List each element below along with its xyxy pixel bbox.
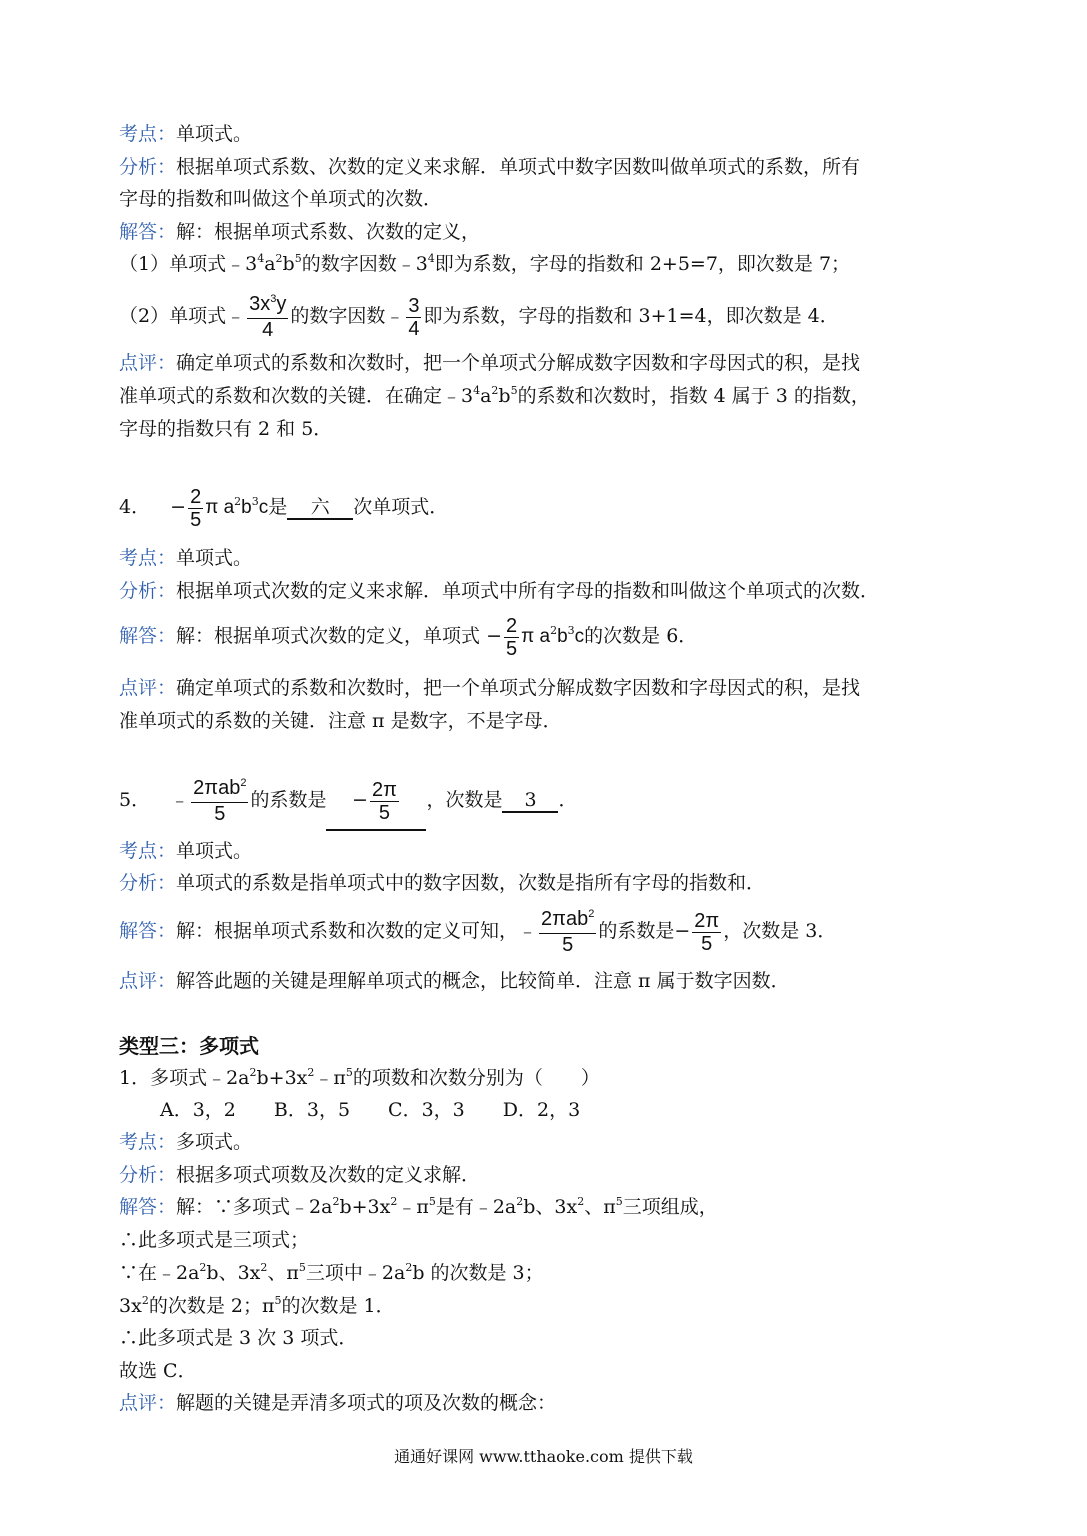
- fraction: [692, 910, 721, 955]
- question-text: ，次数是: [426, 789, 503, 811]
- kaodian-text: 单项式。: [176, 123, 253, 145]
- superscript: 2: [516, 1195, 524, 1208]
- superscript: 2: [249, 1066, 257, 1079]
- section-heading: 类型三：多项式: [119, 1034, 259, 1058]
- solution-text: 的次数是 1．: [281, 1295, 395, 1317]
- dianping-text: 确定单项式的系数和次数时，把一个单项式分解成数字因数和字母因式的积，是找: [176, 352, 861, 374]
- fraction-denominator: 5: [701, 932, 713, 955]
- dianping-var: b: [498, 385, 511, 407]
- fraction-denominator: 5: [562, 934, 574, 956]
- jieda-label: 解答：: [119, 221, 177, 243]
- numerator-text: 3x: [249, 293, 271, 315]
- question-text: b+3x: [256, 1067, 308, 1089]
- answer-blank: 3: [502, 789, 558, 813]
- solution-text: ∵在﹣2a: [119, 1262, 200, 1284]
- expression: π a: [521, 626, 551, 647]
- minus-sign: ﹣: [170, 789, 190, 811]
- superscript: 2: [405, 1261, 413, 1274]
- superscript: 5: [294, 252, 302, 265]
- jieda-text: b+3x: [339, 1196, 391, 1218]
- question-text: 1．多项式﹣2a: [119, 1067, 250, 1089]
- question-text: 是: [268, 496, 288, 518]
- solution-line-3: [119, 1293, 395, 1322]
- superscript: 3: [567, 624, 575, 637]
- fraction: [539, 908, 596, 956]
- fenxi-text: 根据单项式系数、次数的定义来求解．单项式中数字因数叫做单项式的系数，所有: [176, 156, 861, 178]
- superscript: 3: [270, 293, 277, 305]
- expression-var: c: [574, 626, 585, 647]
- dianping-label: 点评：: [119, 970, 177, 992]
- jieda-text: 的次数是 6．: [584, 625, 698, 647]
- answer-options: A．3，2 B．3，5 C．3，3 D．2，3: [160, 1099, 581, 1121]
- fenxi-label: 分析：: [119, 580, 177, 602]
- item1-var: b: [282, 253, 295, 275]
- solution-text: b 的次数是 3；: [412, 1262, 544, 1284]
- solution-text: b、3x: [206, 1262, 261, 1284]
- jieda-label: 解答：: [119, 625, 177, 647]
- item1-text: 的数字因数﹣3: [301, 253, 428, 275]
- solution-text: 的次数是 2；π: [148, 1295, 275, 1317]
- fenxi-text: 根据单项式次数的定义来求解．单项式中所有字母的指数和叫做这个单项式的次数．: [176, 580, 880, 602]
- fraction-denominator: 5: [214, 803, 226, 825]
- fenxi-line-5: [119, 870, 765, 896]
- fraction-numerator: [539, 908, 596, 934]
- numerator-text: 2πab: [541, 908, 589, 930]
- jieda-text: b、3x: [523, 1196, 578, 1218]
- item1-text: 即为系数，字母的指数和 2+5=7，即次数是 7；: [434, 253, 851, 275]
- superscript: 4: [473, 384, 481, 397]
- solution-line-4: ∴此多项式是 3 次 3 项式．: [119, 1327, 358, 1349]
- jieda-line-5: [119, 901, 836, 961]
- jieda-text: 解：根据单项式系数、次数的定义，: [176, 221, 481, 243]
- kaodian-label: 考点：: [119, 123, 177, 145]
- superscript: 5: [345, 1066, 353, 1079]
- jieda-text: 解：根据单项式系数和次数的定义可知，﹣: [176, 920, 538, 942]
- minus-sign: −: [674, 920, 691, 942]
- fraction-numerator: 2: [190, 485, 202, 508]
- fenxi-line-1-cont: [119, 186, 442, 212]
- section3-question-1: [119, 1065, 600, 1094]
- jieda-text: 三项组成，: [622, 1196, 718, 1218]
- dianping-line-5: [119, 968, 790, 994]
- dianping-text: 解答此题的关键是理解单项式的概念，比较简单．注意 π 属于数字因数．: [176, 970, 790, 992]
- item2-text: （2）单项式﹣: [119, 305, 246, 327]
- fenxi-text: 根据多项式项数及次数的定义求解．: [176, 1164, 481, 1186]
- fraction: [188, 486, 203, 531]
- dianping-text: 字母的指数只有 2 和 5．: [119, 418, 333, 440]
- superscript: 2: [577, 1195, 585, 1208]
- solution-text: 3x: [119, 1295, 142, 1317]
- kaodian-text: 单项式。: [176, 840, 253, 862]
- kaodian-label: 考点：: [119, 840, 177, 862]
- superscript: 5: [510, 384, 518, 397]
- question-text: 的项数和次数分别为（ ）: [352, 1067, 600, 1089]
- fraction-numerator: 2: [506, 614, 518, 637]
- fraction-denominator: 5: [506, 637, 518, 660]
- superscript: 5: [428, 1195, 436, 1208]
- superscript: 2: [240, 777, 247, 789]
- superscript: 2: [491, 384, 499, 397]
- dianping-text: 解题的关键是弄清多项式的项及次数的概念：: [176, 1392, 557, 1414]
- kaodian-line-4: [119, 545, 252, 571]
- question-number: 4．: [119, 496, 151, 518]
- superscript: 2: [275, 252, 283, 265]
- jieda-line-s3: [119, 1194, 718, 1223]
- page-footer: 通通好课网 www.tthaoke.com 提供下载: [394, 1447, 693, 1466]
- expression-var: b: [557, 626, 568, 647]
- dianping-text: 的系数和次数时，指数 4 属于 3 的指数，: [517, 385, 870, 407]
- expression-var: b: [241, 497, 252, 518]
- jieda-text: 解：根据单项式次数的定义，单项式: [176, 625, 481, 647]
- kaodian-line-1: [119, 121, 252, 147]
- kaodian-label: 考点：: [119, 547, 177, 569]
- jieda-text: 解：∵多项式﹣2a: [176, 1196, 333, 1218]
- dianping-label: 点评：: [119, 352, 177, 374]
- superscript: 2: [307, 1066, 315, 1079]
- fenxi-label: 分析：: [119, 156, 177, 178]
- jieda-text: ﹣π: [397, 1196, 429, 1218]
- kaodian-text: 多项式。: [176, 1131, 253, 1153]
- jieda-label: 解答：: [119, 1196, 177, 1218]
- jieda-text: 的系数是: [598, 920, 675, 942]
- question-4: [119, 477, 448, 540]
- dianping-line-4: [119, 675, 860, 701]
- jieda-text: ，次数是 3．: [723, 920, 837, 942]
- dianping-label: 点评：: [119, 677, 177, 699]
- superscript: 2: [141, 1294, 149, 1307]
- question-text: 次单项式．: [353, 496, 449, 518]
- minus-sign: −: [170, 496, 187, 518]
- fenxi-line-1: [119, 154, 860, 180]
- item1-text: （1）单项式﹣3: [119, 253, 258, 275]
- jieda-line-4: [119, 606, 697, 669]
- fraction-numerator: 2π: [371, 778, 397, 801]
- expression-var: c: [258, 497, 269, 518]
- kaodian-text: 单项式。: [176, 547, 253, 569]
- minus-sign: −: [352, 789, 368, 811]
- jieda-label: 解答：: [119, 920, 177, 942]
- superscript: 2: [550, 624, 558, 637]
- fraction-denominator: 4: [262, 319, 274, 341]
- superscript: 4: [257, 252, 265, 265]
- numerator-var: y: [276, 293, 287, 315]
- fraction: [504, 615, 519, 660]
- fraction-denominator: 4: [408, 317, 420, 340]
- question-text: ﹣π: [314, 1067, 346, 1089]
- fraction-numerator: 2π: [694, 909, 720, 932]
- jieda-text: 、π: [584, 1196, 616, 1218]
- answer-blank: [326, 771, 426, 831]
- question-text: ．: [558, 789, 578, 811]
- superscript: 5: [298, 1261, 306, 1274]
- fenxi-label: 分析：: [119, 872, 177, 894]
- dianping-label: 点评：: [119, 1392, 177, 1414]
- superscript: 2: [390, 1195, 398, 1208]
- fraction-numerator: [247, 293, 288, 319]
- fenxi-text: 单项式的系数是指单项式中的数字因数，次数是指所有字母的指数和．: [176, 872, 766, 894]
- item-2-line: [119, 286, 839, 346]
- jieda-text: 是有﹣2a: [435, 1196, 517, 1218]
- fraction-numerator: [191, 777, 248, 803]
- superscript: 2: [260, 1261, 268, 1274]
- fraction-denominator: 5: [190, 508, 202, 531]
- answer-blank: 六: [287, 496, 353, 520]
- dianping-var: a: [480, 385, 492, 407]
- superscript: 4: [427, 252, 435, 265]
- solution-line-2: [119, 1260, 544, 1289]
- fraction-numerator: 3: [408, 294, 420, 317]
- fenxi-line-s3: [119, 1162, 480, 1188]
- solution-text: 、π: [267, 1262, 299, 1284]
- fenxi-label: 分析：: [119, 1164, 177, 1186]
- kaodian-line-5: [119, 838, 252, 864]
- question-text: 的系数是: [250, 789, 327, 811]
- fraction: [406, 295, 421, 340]
- expression: π a: [205, 497, 235, 518]
- item-1-line: [119, 251, 850, 280]
- solution-line-1: ∴此多项式是三项式；: [119, 1229, 310, 1251]
- numerator-text: 2πab: [193, 777, 241, 799]
- fraction: [370, 779, 399, 824]
- dianping-line-s3: [119, 1390, 556, 1416]
- dianping-line-4-cont: [119, 708, 562, 734]
- superscript: 2: [199, 1261, 207, 1274]
- question-number: 5．: [119, 789, 151, 811]
- fenxi-text-cont: 字母的指数和叫做这个单项式的次数．: [119, 188, 443, 210]
- dianping-line-1-end: [119, 416, 332, 442]
- fenxi-line-4: [119, 578, 879, 604]
- dianping-text: 准单项式的系数的关键．注意 π 是数字，不是字母．: [119, 710, 562, 732]
- superscript: 3: [251, 495, 259, 508]
- fraction: [191, 777, 248, 825]
- minus-sign: −: [486, 625, 502, 647]
- dianping-line-1: [119, 350, 860, 376]
- item1-var: a: [264, 253, 276, 275]
- item2-text: 的数字因数﹣: [290, 305, 405, 327]
- kaodian-label: 考点：: [119, 1131, 177, 1153]
- solution-line-5: 故选 C．: [119, 1360, 197, 1382]
- dianping-line-1-cont: [119, 383, 870, 412]
- superscript: 5: [274, 1294, 282, 1307]
- dianping-text: 确定单项式的系数和次数时，把一个单项式分解成数字因数和字母因式的积，是找: [176, 677, 861, 699]
- dianping-text: 准单项式的系数和次数的关键．在确定﹣3: [119, 385, 474, 407]
- superscript: 2: [332, 1195, 340, 1208]
- question-5: [119, 770, 578, 831]
- superscript: 5: [615, 1195, 623, 1208]
- fraction-denominator: 5: [378, 801, 390, 824]
- kaodian-line-s3: [119, 1129, 252, 1155]
- item2-text: 即为系数，字母的指数和 3+1=4，即次数是 4．: [423, 305, 839, 327]
- solution-text: 三项中﹣2a: [305, 1262, 406, 1284]
- jieda-line-1: [119, 219, 480, 245]
- superscript: 2: [234, 495, 242, 508]
- superscript: 2: [588, 908, 595, 920]
- fraction: [247, 293, 288, 341]
